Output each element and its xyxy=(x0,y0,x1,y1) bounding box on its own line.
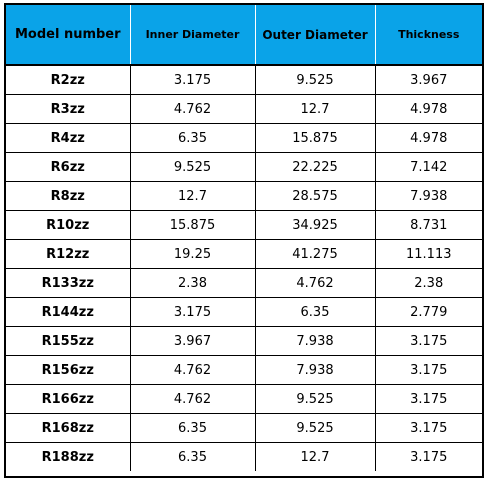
table-row xyxy=(6,65,482,95)
cell-thickness: 3.175 xyxy=(410,449,448,465)
column-header-thickness: Thickness xyxy=(375,5,482,65)
cell-thickness: 2.779 xyxy=(375,298,482,327)
cell-inner-diameter: 4.762 xyxy=(130,385,255,414)
cell-model-number: R168zz xyxy=(6,414,130,443)
cell-inner-diameter: 3.967 xyxy=(130,327,255,356)
cell-model-number: R156zz xyxy=(6,356,130,385)
cell-model-number: R155zz xyxy=(6,327,130,356)
table-row xyxy=(6,327,482,356)
cell-thickness: 3.175 xyxy=(375,385,482,414)
cell-model-number: R188zz xyxy=(6,443,130,472)
cell-inner-diameter: 6.35 xyxy=(130,443,255,472)
cell-thickness: 4.978 xyxy=(375,95,482,124)
cell-inner-diameter: 19.25 xyxy=(130,240,255,269)
cell-model-number: R2zz xyxy=(6,65,130,95)
cell-thickness: 3.175 xyxy=(375,414,482,443)
cell-model-number: R8zz xyxy=(6,182,130,211)
table-body xyxy=(6,65,482,471)
cell-model-number: R10zz xyxy=(6,211,130,240)
table-row xyxy=(6,153,482,182)
cell-thickness: 2.38 xyxy=(375,269,482,298)
table-row xyxy=(6,182,482,211)
cell-inner-diameter: 3.175 xyxy=(130,298,255,327)
cell-outer-diameter: 6.35 xyxy=(255,298,375,327)
cell-model-number: R144zz xyxy=(6,298,130,327)
table-row xyxy=(6,269,482,298)
cell-thickness: 3.967 xyxy=(375,65,482,95)
cell-thickness: 8.731 xyxy=(375,211,482,240)
cell-inner-diameter: 6.35 xyxy=(130,124,255,153)
cell-outer-diameter: 22.225 xyxy=(255,153,375,182)
bearing-size-table-frame xyxy=(4,3,484,478)
header-row xyxy=(6,5,482,65)
cell-model-number: R133zz xyxy=(6,269,130,298)
cell-thickness: 4.978 xyxy=(375,124,482,153)
cell-outer-diameter: 41.275 xyxy=(255,240,375,269)
cell-outer-diameter: 34.925 xyxy=(255,211,375,240)
cell-outer-diameter: 9.525 xyxy=(255,385,375,414)
cell-inner-diameter: 6.35 xyxy=(130,414,255,443)
table-header xyxy=(6,5,482,65)
cell-model-number: R12zz xyxy=(6,240,130,269)
column-header-model-number: Model number xyxy=(6,5,130,65)
cell-inner-diameter: 12.7 xyxy=(130,182,255,211)
cell-thickness: 7.142 xyxy=(375,153,482,182)
cell-inner-diameter: 15.875 xyxy=(130,211,255,240)
cell-thickness: 3.175 xyxy=(375,356,482,385)
table-row xyxy=(6,385,482,414)
cell-model-number: R4zz xyxy=(6,124,130,153)
table-row xyxy=(6,240,482,269)
column-header-outer-diameter: Outer Diameter xyxy=(255,5,375,65)
cell-model-number: R166zz xyxy=(6,385,130,414)
cell-outer-diameter: 15.875 xyxy=(255,124,375,153)
table-row xyxy=(6,356,482,385)
cell-inner-diameter: 2.38 xyxy=(130,269,255,298)
cell-inner-diameter: 4.762 xyxy=(130,356,255,385)
cell-outer-diameter: 7.938 xyxy=(255,327,375,356)
cell-outer-diameter: 9.525 xyxy=(255,65,375,95)
cell-inner-diameter: 3.175 xyxy=(130,65,255,95)
cell-model-number: R6zz xyxy=(6,153,130,182)
table-row xyxy=(6,298,482,327)
cell-outer-diameter: 9.525 xyxy=(255,414,375,443)
cell-thickness: 3.175 xyxy=(375,327,482,356)
cell-outer-diameter: 28.575 xyxy=(255,182,375,211)
table-row xyxy=(6,95,482,124)
bearing-size-table xyxy=(6,5,482,471)
table-row xyxy=(6,414,482,443)
cell-inner-diameter: 9.525 xyxy=(130,153,255,182)
cell-model-number: R3zz xyxy=(6,95,130,124)
cell-inner-diameter: 4.762 xyxy=(130,95,255,124)
table-row xyxy=(6,443,482,472)
cell-outer-diameter: 7.938 xyxy=(255,356,375,385)
column-header-inner-diameter: Inner Diameter xyxy=(130,5,255,65)
table-row xyxy=(6,124,482,153)
cell-outer-diameter: 4.762 xyxy=(255,269,375,298)
cell-thickness: 11.113 xyxy=(375,240,482,269)
cell-outer-diameter: 12.7 xyxy=(255,95,375,124)
cell-thickness: 7.938 xyxy=(375,182,482,211)
cell-outer-diameter: 12.7 xyxy=(255,443,375,472)
table-row xyxy=(6,211,482,240)
